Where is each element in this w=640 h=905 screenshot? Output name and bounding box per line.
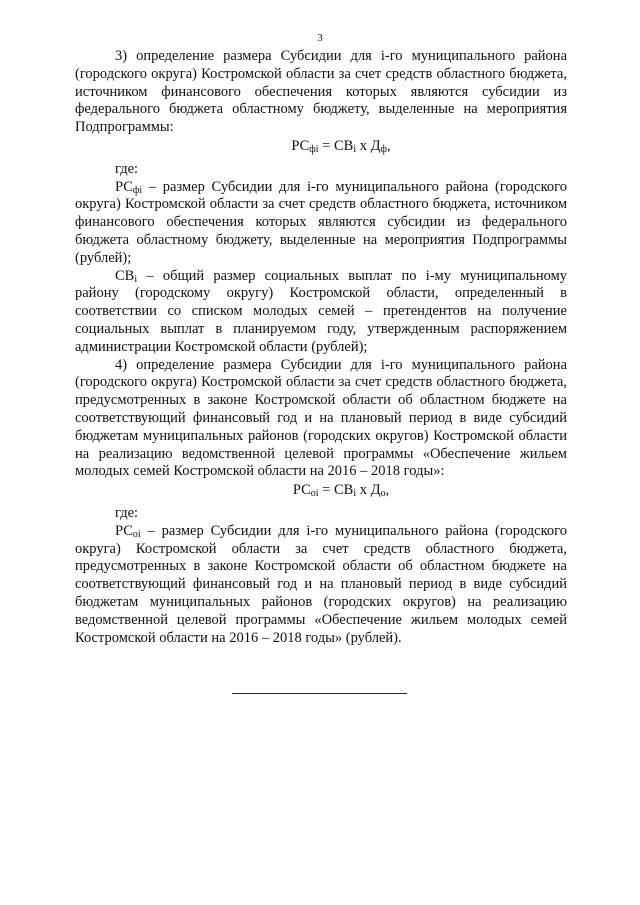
page-number: 3 — [317, 32, 323, 44]
formula-regional: $РС_{оi} = СВ_i$ х $Д_о$, — [292, 482, 390, 500]
item-4-paragraph: 4) определение размера Субсидии для i-го муниципального района (городского округа) Костромской области за счет средств областного бюджета, предусмотренных в законе Костромской области об областном бюджете на соответствующий финансовый год и на плановый период в виде субсидий бюджетам муниципальных районов (городских округов) Костромской области на реализацию ведомственной целевой программы «Обеспечение жильем молодых семей Костромской области на 2016 – 2018 годы»: — [75, 356, 567, 480]
definition-rs-federal: $РС_{фi}$ – размер Субсидии для i-го муниципального района (городского округа) Костромской области за счет средств областного бюджета, источником финансового обеспечения которых являются субсидии из федерального бюджета областному бюджету, выделенные на мероприятия Подпрограммы (рублей); — [75, 178, 567, 266]
definition-rs-regional: $РС_{оi}$ – размер Субсидии для i-го муниципального района (городского округа) Костромской области за счет средств областного бюджета, предусмотренных в законе Костромской области об областном бюджете на соответствующий финансовый год и на плановый период в виде субсидий бюджетам муниципальных районов (городских округов) на реализацию ведомственной целевой программы «Обеспечение жильем молодых семей Костромской области на 2016 – 2018 годы» (рублей). — [75, 522, 567, 646]
definition-sv: $СВ_i$ – общий размер социальных выплат по i-му муниципальному району (городскому округу) Костромской области, определенный в соответствии со списком молодых семей – претендентов на получение социальных выплат в планируемом году, утвержденным распоряжением администрации Костромской области (рублей); — [75, 267, 567, 355]
where-label: где: — [115, 504, 139, 521]
item-3-paragraph: 3) определение размера Субсидии для i-го муниципального района (городского округа) Костромской области за счет средств областного бюджета, источником финансового обеспечения которых являются субсидии из федерального бюджета областному бюджету, выделенные на мероприятия Подпрограммы: — [75, 48, 567, 136]
closing-rule — [232, 693, 407, 694]
where-label: где: — [115, 160, 139, 177]
document-body — [75, 48, 567, 647]
formula-federal: $РС_{фi} = СВ_i$ х $Д_ф$, — [291, 137, 391, 155]
